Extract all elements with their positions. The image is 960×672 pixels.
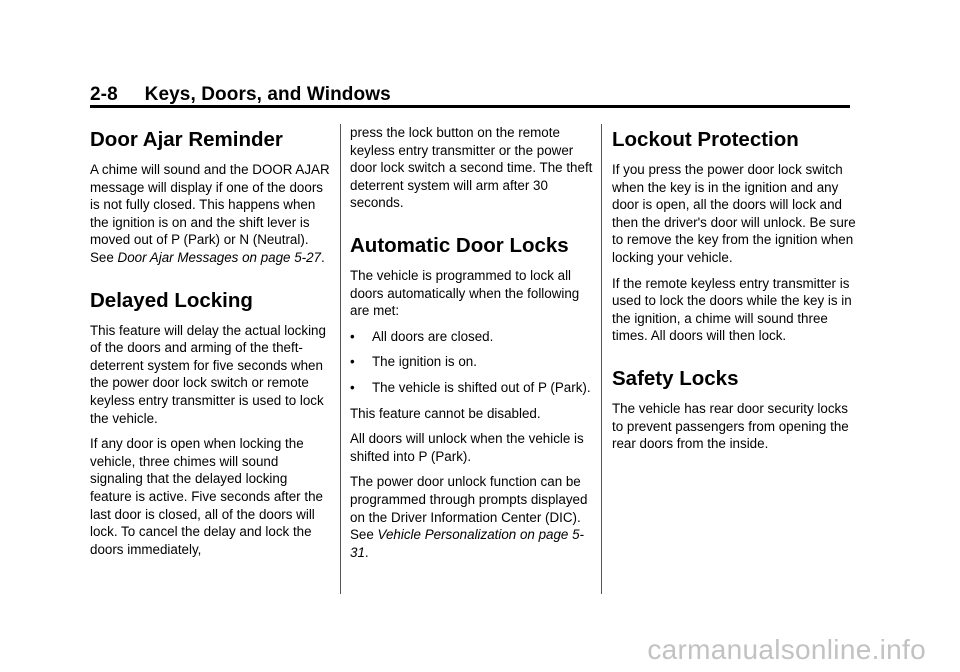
paragraph-cannot-disable: This feature cannot be disabled.	[350, 405, 541, 421]
bullet-icon: •	[350, 379, 355, 395]
paragraph-safety: The vehicle has rear door security locks to prevent passengers from opening the rear doors from the inside.	[612, 400, 849, 452]
paragraph-delayed-1: This feature will delay the actual locking of the doors and arming of the theft-deterrent system for five seconds when the power door lock switch or remote keyless entry transmitter is used to lock the vehicle.	[90, 322, 326, 426]
paragraph-lockout-1: If you press the power door lock switch when the key is in the ignition and any door is open, all the doors will lock and then the driver's door will unlock. Be sure to remove the key from the ignition when locking your vehicle.	[612, 162, 856, 265]
list-item: • The ignition is on.	[350, 354, 477, 370]
paragraph-continued: press the lock button on the remote keyless entry transmitter or the power door lock switch a second time. The theft deterrent system will arm after 30 seconds.	[350, 125, 593, 211]
cross-reference-door-ajar-messages[interactable]: Door Ajar Messages on page 5-27	[117, 249, 322, 265]
heading-safety-locks: Safety Locks	[612, 366, 739, 390]
paragraph-lockout-2: If the remote keyless entry transmitter is used to lock the doors while the key is in the ignition, a chime will sound three times. All doors will then lock.	[612, 275, 852, 344]
list-item: • The vehicle is shifted out of P (Park).	[350, 379, 591, 395]
column-divider-1	[340, 124, 341, 594]
paragraph-door-ajar: A chime will sound and the DOOR AJAR message will display if one of the doors is not fully closed. This happens when the ignition is on and the shift lever is moved out of P (Park) or N (Neutral). See Door Ajar Messages on page 5-27.	[90, 162, 330, 265]
paragraph-auto-intro: The vehicle is programmed to lock all doors automatically when the following are met:	[350, 267, 580, 319]
condition-list	[350, 328, 595, 397]
cross-reference-vehicle-personalization[interactable]: Vehicle Personalization on page 5-31	[350, 527, 584, 560]
paragraph-unlock: All doors will unlock when the vehicle is shifted into P (Park).	[350, 431, 584, 464]
page-header-title: 2-8 Keys, Doors, and Windows	[90, 84, 391, 105]
paragraph-program: The power door unlock function can be programmed through prompts displayed on the Driver Information Center (DIC). See Vehicle Personalization on page 5-31.	[350, 474, 588, 560]
column-divider-2	[601, 124, 602, 594]
column-1	[90, 124, 330, 566]
watermark: carmanualsonline.info	[647, 634, 926, 665]
column-2	[350, 124, 595, 569]
heading-door-ajar-reminder: Door Ajar Reminder	[90, 128, 283, 151]
heading-delayed-locking: Delayed Locking	[90, 288, 253, 312]
heading-lockout-protection: Lockout Protection	[612, 128, 799, 151]
list-item: • All doors are closed.	[350, 328, 494, 344]
bullet-icon: •	[350, 354, 355, 370]
header-rule	[90, 105, 850, 108]
heading-automatic-door-locks: Automatic Door Locks	[350, 233, 569, 257]
column-3	[612, 124, 857, 461]
paragraph-delayed-2: If any door is open when locking the vehicle, three chimes will sound signaling that the delayed locking feature is active. Five seconds after the last door is closed, all of the doors will lock. To cancel the delay and lock the doors immediately,	[90, 436, 323, 557]
bullet-icon: •	[350, 328, 355, 344]
